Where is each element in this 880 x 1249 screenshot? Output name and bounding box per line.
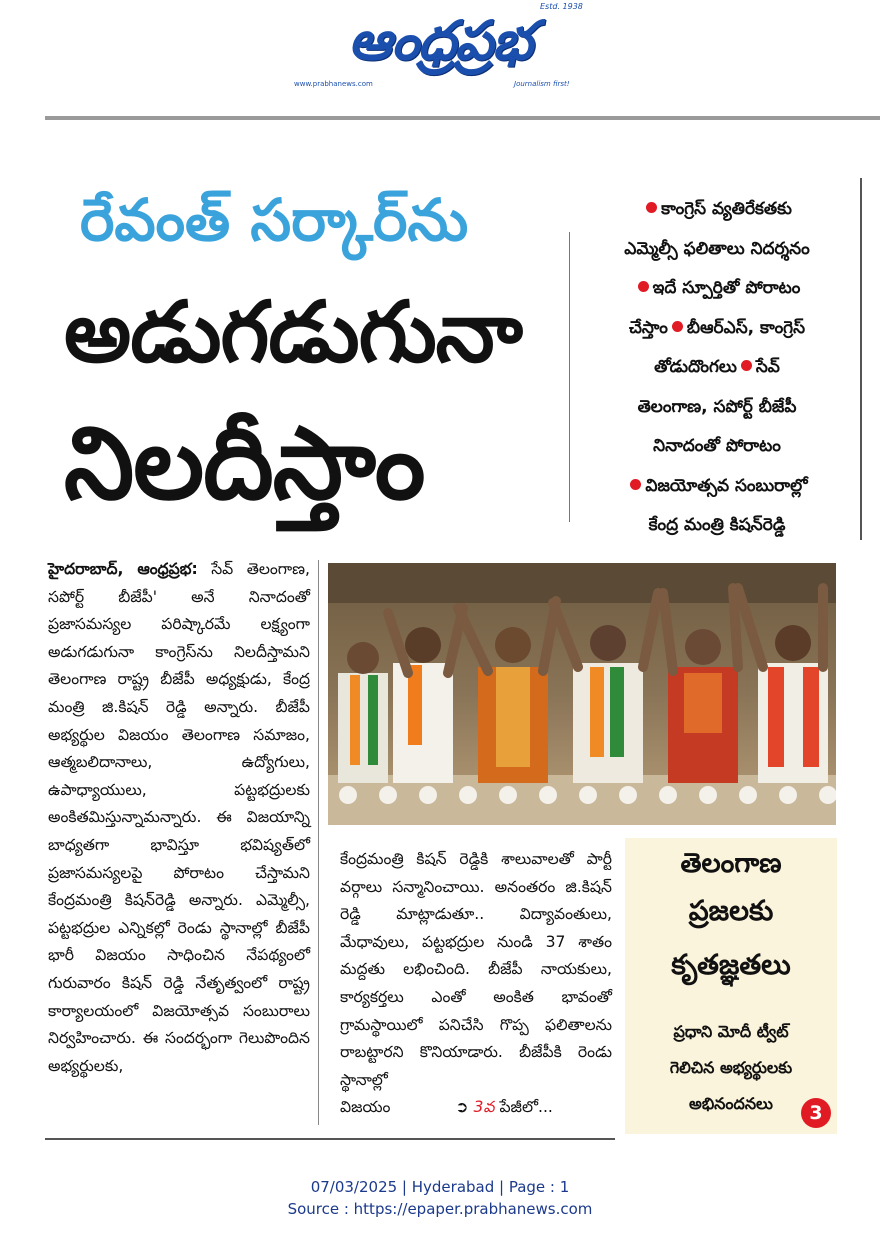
newspaper-logo: ఆంధ్రప్రభ xyxy=(348,8,532,72)
highlight-line xyxy=(586,427,848,467)
news-photo xyxy=(328,563,836,825)
page-number-badge: 3 xyxy=(801,1098,831,1128)
right-frame-rule xyxy=(860,178,862,540)
sidebar-title-line-2: ప్రజలకు xyxy=(688,894,774,927)
headline-line-2: అడుగడుగునా xyxy=(64,283,522,381)
continuation-line xyxy=(340,1094,612,1122)
highlights-box xyxy=(586,190,848,546)
column-rule xyxy=(318,560,319,1125)
continuation-text: పేజీలో... xyxy=(499,1098,553,1117)
highlight-text: నినాదంతో పోరాటం xyxy=(653,436,781,456)
article-middle-column xyxy=(340,846,612,1122)
highlight-text: తెలంగాణ, సపోర్ట్ బీజేపీ xyxy=(637,396,797,417)
article-text: సేవ్ తెలంగాణ, సపోర్ట్ బీజేపీ' అనే నినాదంతో ప్రజాసమస్యల పరిష్కారమే లక్ష్యంగా అడుగడుగునా కాంగ్రెస్‌ను నిలదీస్తామని తెలంగాణ రాష్ట్ర బీజేపీ అధ్యక్షుడు, కేంద్ర మంత్రి జి.కిషన్ రెడ్డి అన్నారు. బీజేపీ అభ్యర్థుల విజయం తెలంగాణ సమాజం, ఆత్మబలిదానాలు, ఉద్యోగులు, ఉపాధ్యాయులు, పట్టభద్రులకు అంకితమిస్తున్నామన్నారు. ఈ విజయాన్ని బాధ్యతగా భావిస్తూ భవిష్యత్‌లో ప్రజాసమస్యలపై పోరాటం చేస్తామని కేంద్రమంత్రి కిషన్‌రెడ్డి అన్నారు. ఎమ్మెల్సీ, పట్టభద్రుల ఎన్నికల్లో రెండు స్థానాల్లో బీజేపీ భారీ విజయం సాధించిన నేపథ్యంలో గురువారం కిషన్ రెడ్డి నేతృత్వంలో రాష్ట్ర కార్యాలయంలో విజయోత్సవ సంబురాలు నిర్వహించారు. ఈ సందర్భంగా గెలుపొందిన అభ్యర్థులకు, xyxy=(48,560,310,1075)
sidebar-subtitle-2: గెలిచిన అభ్యర్థులకు xyxy=(669,1058,793,1077)
masthead-rule xyxy=(45,116,880,120)
highlight-line xyxy=(586,348,848,388)
red-bullet-icon xyxy=(672,321,683,332)
sidebar-title-line-1: తెలంగాణ xyxy=(680,848,782,879)
dateline: హైదరాబాద్, ఆంధ్రప్రభ: xyxy=(48,560,198,578)
sidebar-subtitle-3: అభినందనలు xyxy=(689,1094,773,1113)
highlight-text: ఇదే స్పూర్తితో పోరాటం xyxy=(652,278,801,298)
highlights-divider xyxy=(569,232,570,522)
highlight-line xyxy=(586,269,848,309)
headline-line-1: రేవంత్ సర్కార్‌ను xyxy=(80,186,469,254)
continuation-word: విజయం xyxy=(340,1098,391,1117)
red-bullet-icon xyxy=(638,281,649,292)
highlight-text: చేస్తాం xyxy=(628,317,668,338)
red-bullet-icon xyxy=(646,202,657,213)
masthead xyxy=(290,0,590,92)
highlight-text: విజయోత్సవ సంబురాల్లో xyxy=(645,475,808,496)
tagline: Journalism first! xyxy=(514,80,570,88)
established-year: Estd. 1938 xyxy=(540,2,583,11)
highlight-text: బీఆర్ఎస్, కాంగ్రెస్ xyxy=(686,317,806,338)
footer-date-line: 07/03/2025 | Hyderabad | Page : 1 xyxy=(310,1178,570,1196)
sidebar-box xyxy=(625,838,837,1134)
article-text: కేంద్రమంత్రి కిషన్ రెడ్డికి శాలువాలతో పార్టీ వర్గాలు సన్మానించాయి. అనంతరం జి.కిషన్ రెడ్డి మాట్లాడుతూ.. విద్యావంతులు, మేధావులు, పట్టభద్రుల నుండి 37 శాతం మద్దతు లభించింది. బీజేపీ నాయకులు, కార్యకర్తలు ఎంతో అంకిత భావంతో గ్రామస్థాయిలో పనిచేసి గొప్ప ఫలితాలను రాబట్టారని కొనియాడారు. బీజేపీకి రెండు స్థానాల్లో xyxy=(340,850,612,1089)
continuation-page-number: 3వ xyxy=(473,1098,495,1117)
footer-source-link[interactable]: Source : https://epaper.prabhanews.com xyxy=(287,1200,593,1218)
highlight-line xyxy=(586,388,848,428)
sidebar-subtitle-1: ప్రధాని మోదీ ట్వీట్ xyxy=(673,1022,789,1041)
highlight-line xyxy=(586,467,848,507)
highlight-text: కాంగ్రెస్ వ్యతిరేకతకు xyxy=(661,199,792,219)
highlight-line xyxy=(586,190,848,230)
highlight-text: సేవ్ xyxy=(755,357,780,377)
website-url: www.prabhanews.com xyxy=(294,80,373,88)
red-bullet-icon xyxy=(741,360,752,371)
highlight-line xyxy=(586,309,848,349)
red-bullet-icon xyxy=(630,479,641,490)
sidebar-title-line-3: కృతజ్ఞతలు xyxy=(671,948,791,981)
article-left-column xyxy=(48,556,310,1080)
highlight-line xyxy=(586,506,848,546)
bottom-rule xyxy=(45,1138,615,1140)
arrow-right-icon: ➲ xyxy=(455,1098,469,1117)
highlight-text: ఎమ్మెల్సీ ఫలితాలు నిదర్శనం xyxy=(624,238,810,259)
highlight-text: కేంద్ర మంత్రి కిషన్‌రెడ్డి xyxy=(648,515,786,535)
headline-line-3: నిలదీస్తాం xyxy=(64,405,425,522)
highlight-text: తోడుదొంగలు xyxy=(654,357,737,377)
highlight-line xyxy=(586,230,848,270)
